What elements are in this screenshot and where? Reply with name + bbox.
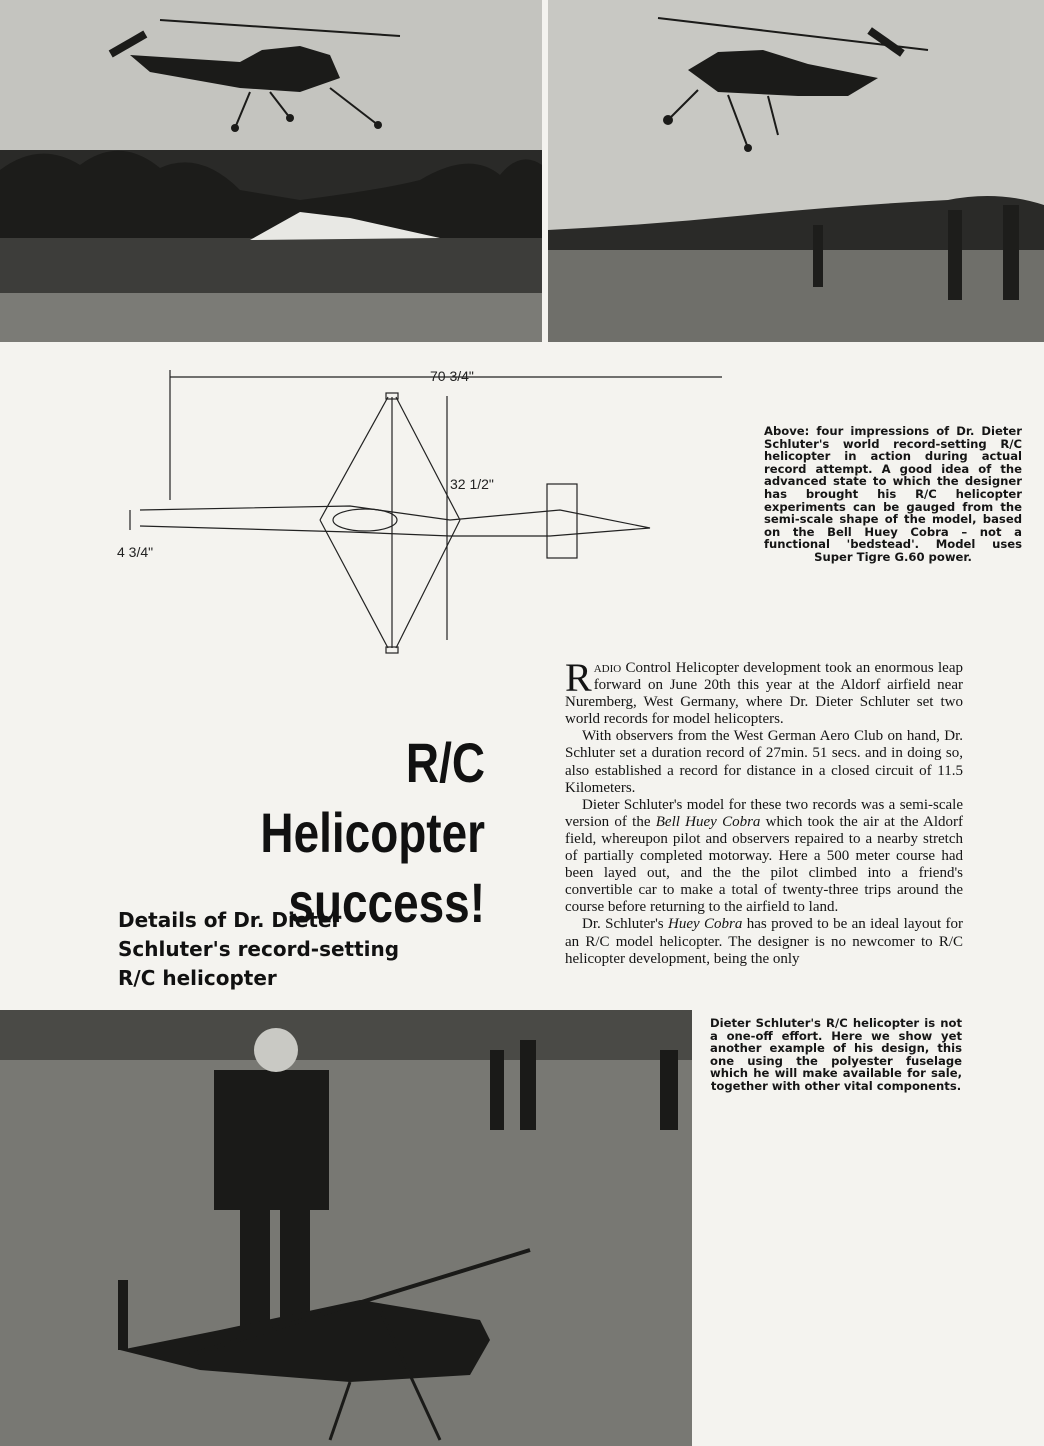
paragraph-4: Dr. Schluter's Huey Cobra has proved to be an ideal layout for an R/C model helicopter. The designer is no newcomer to R/C helicopter development, being the only — [565, 916, 963, 967]
title-line-1: R/C Helicopter — [260, 731, 485, 864]
dimension-width: 4 3/4" — [117, 544, 154, 560]
caption-bottom: Dieter Schluter's R/C helicopter is not a one-off effort. Here we show yet another example of his design, this one using the polyester fuselage which he will make available for sale, together with other vital components. — [710, 1016, 962, 1093]
paragraph-1-text: Control Helicopter development took an enormous leap forward on June 20th this year at the Aldorf airfield near Nuremberg, West Germany, where Dr. Dieter Schluter set two world records for model helicopters. — [565, 660, 963, 728]
paragraph-3: Dieter Schluter's model for these two records was a semi-scale version of the Bell Huey Cobra which took the air at the Aldorf field, whereupon pilot and observers repaired to a nearby stretch of partially completed motorway. Here a 500 meter course had been layed out, and the the pilot climbed into a friend's convertible car to make a total of twenty-three trips around the course before returning to the airfield to land. — [565, 796, 963, 916]
plan-view-drawing — [110, 360, 740, 665]
photo-helicopter-over-field — [548, 0, 1044, 342]
subheadline: Details of Dr. Dieter Schluter's record-setting R/C helicopter — [118, 908, 400, 990]
photo-designer-with-helicopter — [0, 1010, 692, 1446]
dimension-rotor: 32 1/2" — [450, 476, 494, 492]
article-body — [565, 655, 963, 968]
dimension-overall-length: 70 3/4" — [430, 368, 474, 384]
photo-helicopter-over-crowd — [0, 0, 542, 342]
caption-top: Above: four impressions of Dr. Dieter Schluter's world record-setting R/C helicopter in action during actual record attempt. A good idea of the advanced state to which the designer has brought his R/C helicopter experiments can be gauged from the semi-scale shape of the model, based on the Bell Huey Cobra – not a functional 'bedstead'. Model uses Super Tigre G.60 power. — [764, 424, 1022, 564]
paragraph-1-lead: adio — [593, 660, 622, 676]
paragraph-2: With observers from the West German Aero Club on hand, Dr. Schluter set a duration record of 27min. 51 secs. and in doing so, also established a record for distance in a closed circuit of 11.5 Kilometers. — [565, 728, 963, 796]
paragraph-1 — [565, 655, 963, 728]
title-line-2: success! — [288, 871, 485, 934]
drop-cap: R — [565, 655, 592, 700]
